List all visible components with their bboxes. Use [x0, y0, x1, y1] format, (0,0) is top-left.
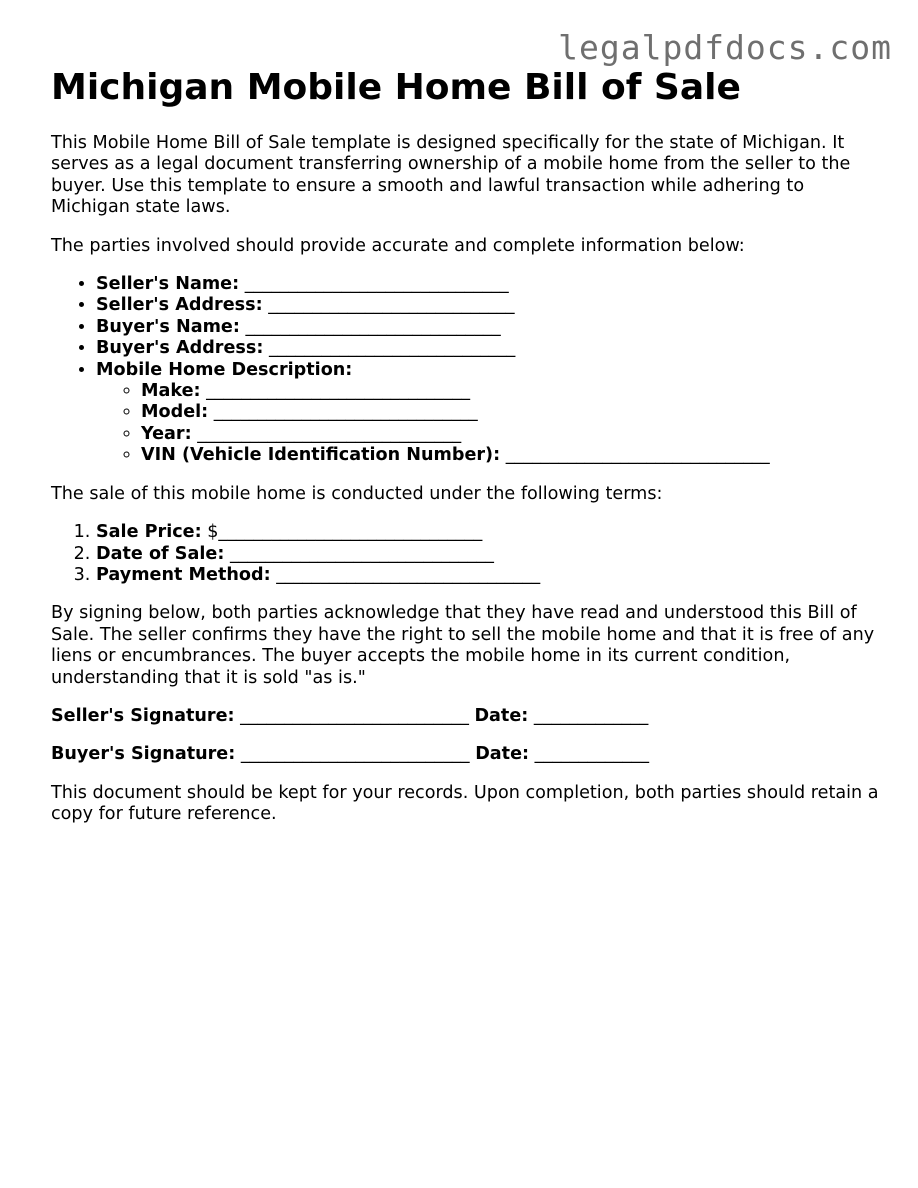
parties-intro: The parties involved should provide accurate and complete information below:	[51, 235, 745, 256]
parties-list	[51, 274, 881, 467]
buyer-name-label: Buyer's Name:	[96, 316, 240, 337]
payment-method-item	[96, 565, 881, 586]
make-field[interactable]: ______________________________	[206, 381, 471, 402]
model-item	[141, 402, 881, 423]
make-item	[141, 381, 881, 402]
buyer-address-item	[96, 338, 881, 359]
buyer-name-field[interactable]: _____________________________	[245, 316, 501, 337]
page-title: Michigan Mobile Home Bill of Sale	[51, 67, 741, 108]
model-field[interactable]: ______________________________	[213, 402, 478, 423]
seller-name-label: Seller's Name:	[96, 274, 240, 295]
seller-address-item	[96, 295, 881, 316]
seller-signature-line	[51, 706, 881, 727]
make-label: Make:	[141, 381, 201, 402]
buyer-name-item	[96, 317, 881, 338]
intro-paragraph: This Mobile Home Bill of Sale template is designed specifically for the state of Michigan. It serves as a legal document transferring ownership of a mobile home from the seller to the buyer. Use this template to ensure a smooth and lawful transaction while adhering to Michigan state laws.	[51, 133, 851, 218]
buyer-signature-field[interactable]: __________________________	[240, 744, 470, 765]
buyer-signature-line	[51, 744, 881, 765]
payment-method-label: Payment Method:	[96, 564, 271, 585]
payment-method-field[interactable]: ______________________________	[276, 564, 541, 585]
buyer-signature-label: Buyer's Signature:	[51, 744, 236, 765]
buyer-date-label: Date:	[475, 744, 530, 765]
date-of-sale-field[interactable]: ______________________________	[229, 543, 494, 564]
buyer-address-field[interactable]: ____________________________	[268, 338, 516, 359]
year-item	[141, 424, 881, 445]
description-label: Mobile Home Description:	[96, 359, 353, 380]
document-page	[51, 66, 881, 826]
description-list	[96, 381, 881, 467]
seller-address-field[interactable]: ____________________________	[268, 295, 515, 316]
year-field[interactable]: ______________________________	[197, 423, 462, 444]
buyer-address-label: Buyer's Address:	[96, 338, 264, 359]
sale-price-item	[96, 522, 881, 543]
acknowledgment-paragraph: By signing below, both parties acknowledge that they have read and understood this Bill of Sale. The seller confirms they have the right to sell the mobile home and that it is free of any liens or encumbrances. The buyer accepts the mobile home in its current condition, understanding that it is sold "as is."	[51, 603, 875, 688]
seller-address-label: Seller's Address:	[96, 295, 263, 316]
seller-name-item	[96, 274, 881, 295]
seller-name-field[interactable]: ______________________________	[244, 274, 509, 295]
model-label: Model:	[141, 402, 209, 423]
seller-date-label: Date:	[474, 705, 529, 726]
seller-date-field[interactable]: _____________	[533, 705, 649, 726]
watermark: legalpdfdocs.com	[558, 28, 892, 67]
vin-item	[141, 445, 881, 466]
vin-field[interactable]: ______________________________	[505, 445, 770, 466]
description-item	[96, 360, 881, 467]
terms-intro: The sale of this mobile home is conducted under the following terms:	[51, 483, 663, 504]
sale-price-label: Sale Price:	[96, 522, 202, 543]
terms-list	[51, 522, 881, 586]
year-label: Year:	[141, 423, 192, 444]
date-of-sale-label: Date of Sale:	[96, 543, 225, 564]
buyer-date-field[interactable]: _____________	[534, 744, 649, 765]
sale-price-field[interactable]: $______________________________	[207, 522, 483, 543]
vin-label: VIN (Vehicle Identification Number):	[141, 445, 501, 466]
date-of-sale-item	[96, 544, 881, 565]
seller-signature-field[interactable]: __________________________	[240, 705, 469, 726]
closing-paragraph: This document should be kept for your records. Upon completion, both parties should retain a copy for future reference.	[51, 782, 879, 825]
seller-signature-label: Seller's Signature:	[51, 705, 235, 726]
